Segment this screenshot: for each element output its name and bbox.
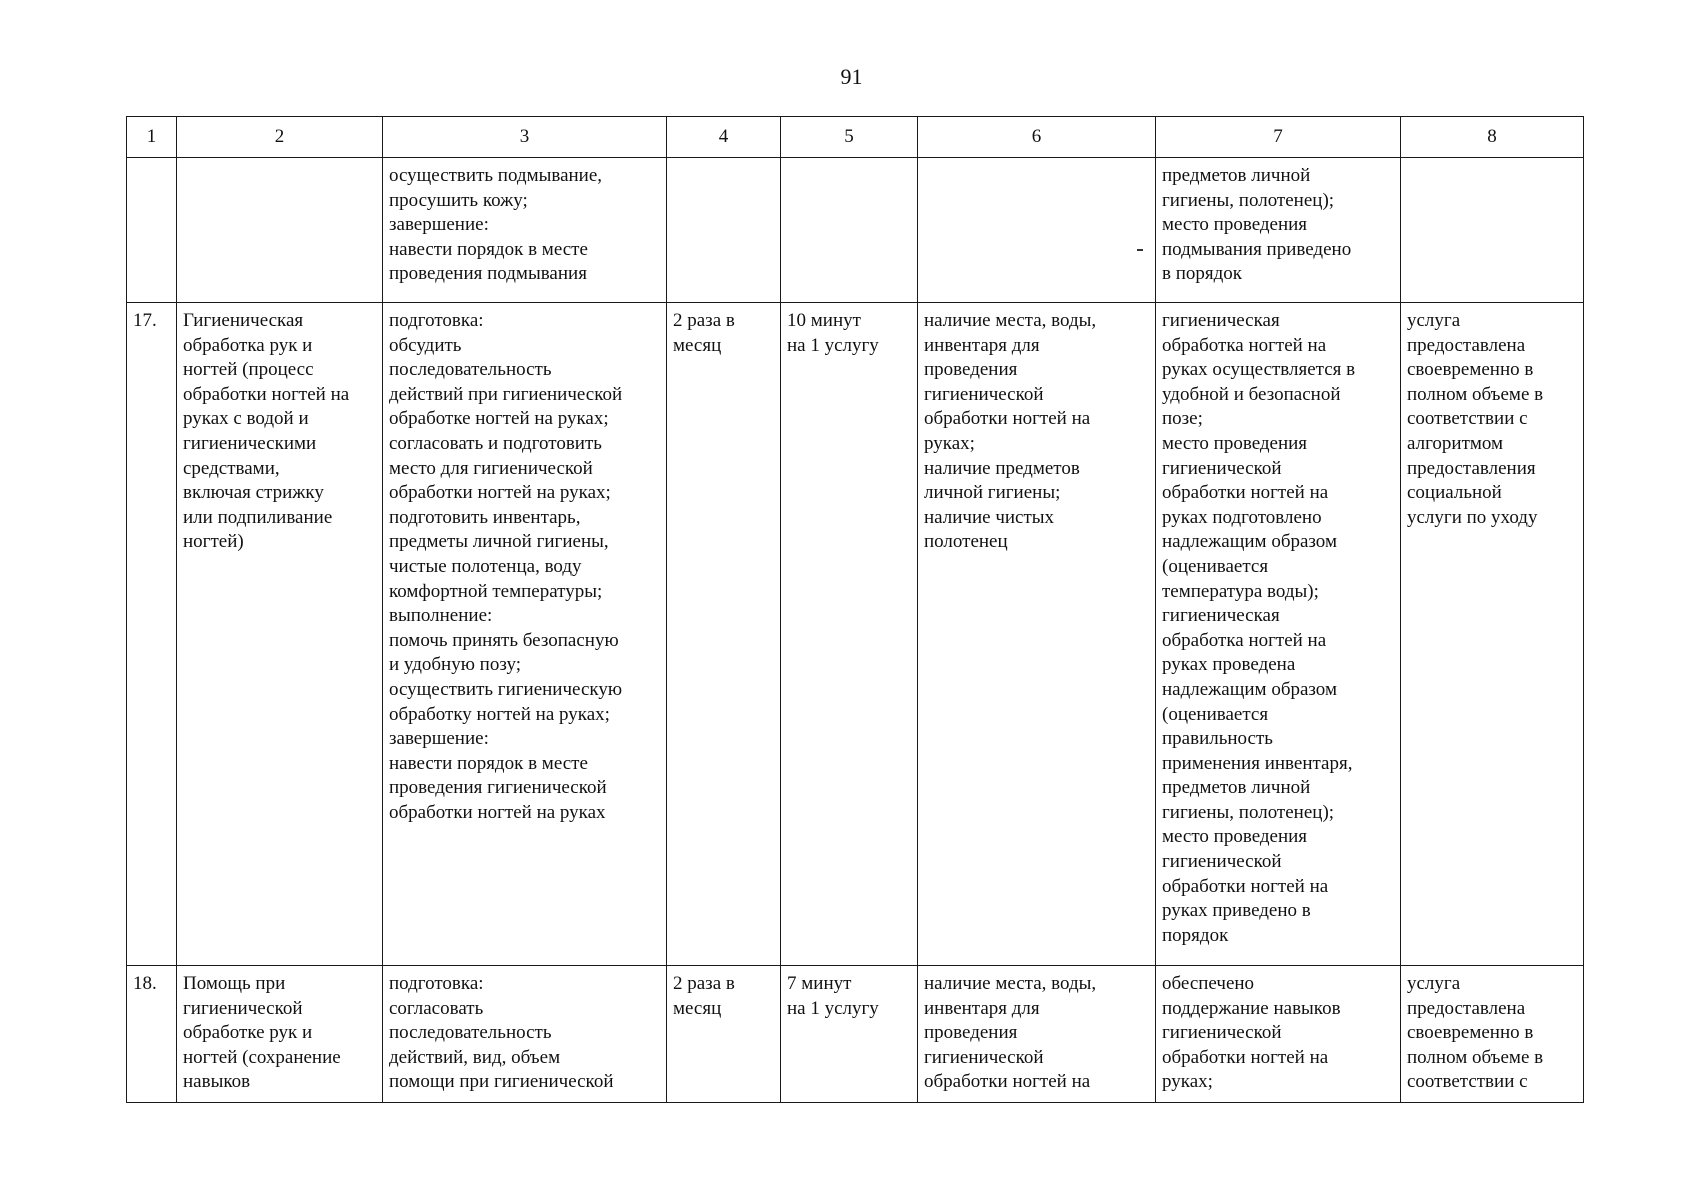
header-row [127,117,1584,158]
service-duration: 10 минут на 1 услугу [787,310,879,356]
table-row [127,158,1584,303]
table-row [127,303,1584,966]
row-number-cell [127,966,177,1103]
column-header-8: 8 [1401,117,1584,158]
table-cell [1401,303,1584,966]
table-cell [667,966,781,1103]
table-cell [918,158,1156,303]
service-result: услуга предоставлена своевременно в полном объеме в соответствии с [1407,973,1544,1093]
column-header-5: 5 [781,117,918,158]
column-header-1: 1 [127,117,177,158]
page-number: 91 [840,64,863,89]
service-conditions: наличие места, воды, инвентаря для проведения гигиенической обработки ногтей на руках; наличие предметов личной гигиены; наличие чистых полотенец [924,310,1097,553]
column-header-7: 7 [1156,117,1401,158]
service-frequency: 2 раза в месяц [673,973,735,1019]
table-cell [177,303,383,966]
service-description: подготовка: обсудить последовательность действий при гигиенической обработке ногтей на руках; согласовать и подготовить место для гигиенической обработки ногтей на руках; подготовить инвентарь, предметы личной гигиены, чистые полотенца, воду комфортной температуры; выполнение: помочь принять безопасную и удобную позу; осуществить гигиеническую обработку ногтей на руках; завершение: навести порядок в месте проведения гигиенической обработки ногтей на руках [389,310,623,823]
row-number: 18. [133,973,157,994]
table-cell [383,158,667,303]
service-name: Помощь при гигиенической обработке рук и ногтей (сохранение навыков [183,973,341,1093]
table-cell [1156,158,1401,303]
row-number: 17. [133,310,157,331]
cell-text: предметов личной гигиены, полотенец); место проведения подмывания приведено в порядок [1162,165,1352,285]
service-result: услуга предоставлена своевременно в полном объеме в соответствии с алгоритмом предоставления социальной услуги по уходу [1407,310,1544,528]
table-cell [127,158,177,303]
table-cell [781,966,918,1103]
table-cell [177,158,383,303]
service-quality: обеспечено поддержание навыков гигиенической обработки ногтей на руках; [1162,973,1341,1093]
service-name: Гигиеническая обработка рук и ногтей (процесс обработки ногтей на руках с водой и гигиеническими средствами, включая стрижку или подпиливание ногтей) [183,310,350,553]
scan-mark [1137,249,1143,251]
table-cell [781,158,918,303]
column-header-3: 3 [383,117,667,158]
service-conditions: наличие места, воды, инвентаря для проведения гигиенической обработки ногтей на [924,973,1097,1093]
table-row [127,966,1584,1103]
table-cell [177,966,383,1103]
table-cell [383,303,667,966]
table-cell [1156,966,1401,1103]
column-header-4: 4 [667,117,781,158]
row-number-cell [127,303,177,966]
service-quality: гигиеническая обработка ногтей на руках осуществляется в удобной и безопасной позе; место проведения гигиенической обработки ногтей на руках подготовлено надлежащим образом (оценивается температура воды); гигиеническая обработка ногтей на руках проведена надлежащим образом (оценивается правильность применения инвентаря, предметов личной гигиены, полотенец); место проведения гигиенической обработки ногтей на руках приведено в порядок [1162,310,1356,946]
table-cell [781,303,918,966]
column-header-6: 6 [918,117,1156,158]
services-table [126,116,1584,1103]
table-cell [667,158,781,303]
table-cell [1156,303,1401,966]
cell-text: осуществить подмывание, просушить кожу; завершение: навести порядок в месте проведения подмывания [389,165,603,285]
column-header-2: 2 [177,117,383,158]
table-cell [918,966,1156,1103]
table-cell [383,966,667,1103]
service-duration: 7 минут на 1 услугу [787,973,879,1019]
table-cell [1401,966,1584,1103]
table-cell [1401,158,1584,303]
service-description: подготовка: согласовать последовательность действий, вид, объем помощи при гигиенической [389,973,614,1093]
table-cell [667,303,781,966]
table-cell [918,303,1156,966]
service-frequency: 2 раза в месяц [673,310,735,356]
